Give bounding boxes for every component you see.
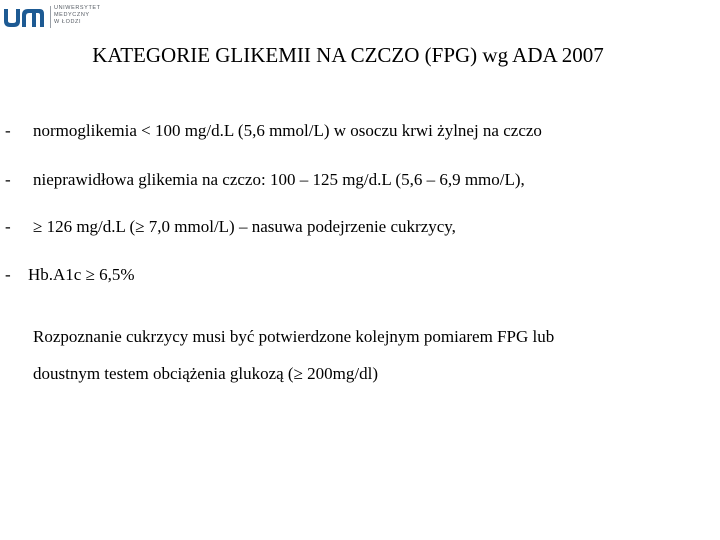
list-item-text: normoglikemia < 100 mg/d.L (5,6 mmol/L) w osoczu krwi żylnej na czczo — [33, 121, 542, 140]
bullet-dash: - — [5, 265, 11, 284]
bullet-dash: - — [5, 121, 11, 140]
list-item-text: ≥ 126 mg/d.L (≥ 7,0 mmol/L) – nasuwa podejrzenie cukrzycy, — [33, 217, 456, 236]
bullet-dash: - — [5, 170, 11, 189]
university-logo — [2, 4, 118, 30]
logo-line-1: UNIWERSYTET — [54, 5, 101, 11]
list-item-text: Hb.A1c ≥ 6,5% — [28, 265, 135, 284]
logo-divider — [50, 6, 51, 28]
diagnosis-note-line-1: Rozpoznanie cukrzycy musi być potwierdzone kolejnym pomiarem FPG lub — [33, 327, 555, 346]
logo-line-3: W ŁODZI — [54, 19, 82, 25]
list-item-text: nieprawidłowa glikemia na czczo: 100 – 125 mg/d.L (5,6 – 6,9 mmo/L), — [33, 170, 525, 189]
diagnosis-note-line-2: doustnym testem obciążenia glukozą (≥ 200mg/dl) — [33, 364, 378, 383]
page-title: KATEGORIE GLIKEMII NA CZCZO (FPG) wg ADA 2007 — [92, 43, 604, 67]
um-logo-icon — [2, 6, 46, 30]
logo-wordmark — [54, 5, 101, 26]
logo-line-2: MEDYCZNY — [54, 12, 90, 18]
bullet-dash: - — [5, 217, 11, 236]
